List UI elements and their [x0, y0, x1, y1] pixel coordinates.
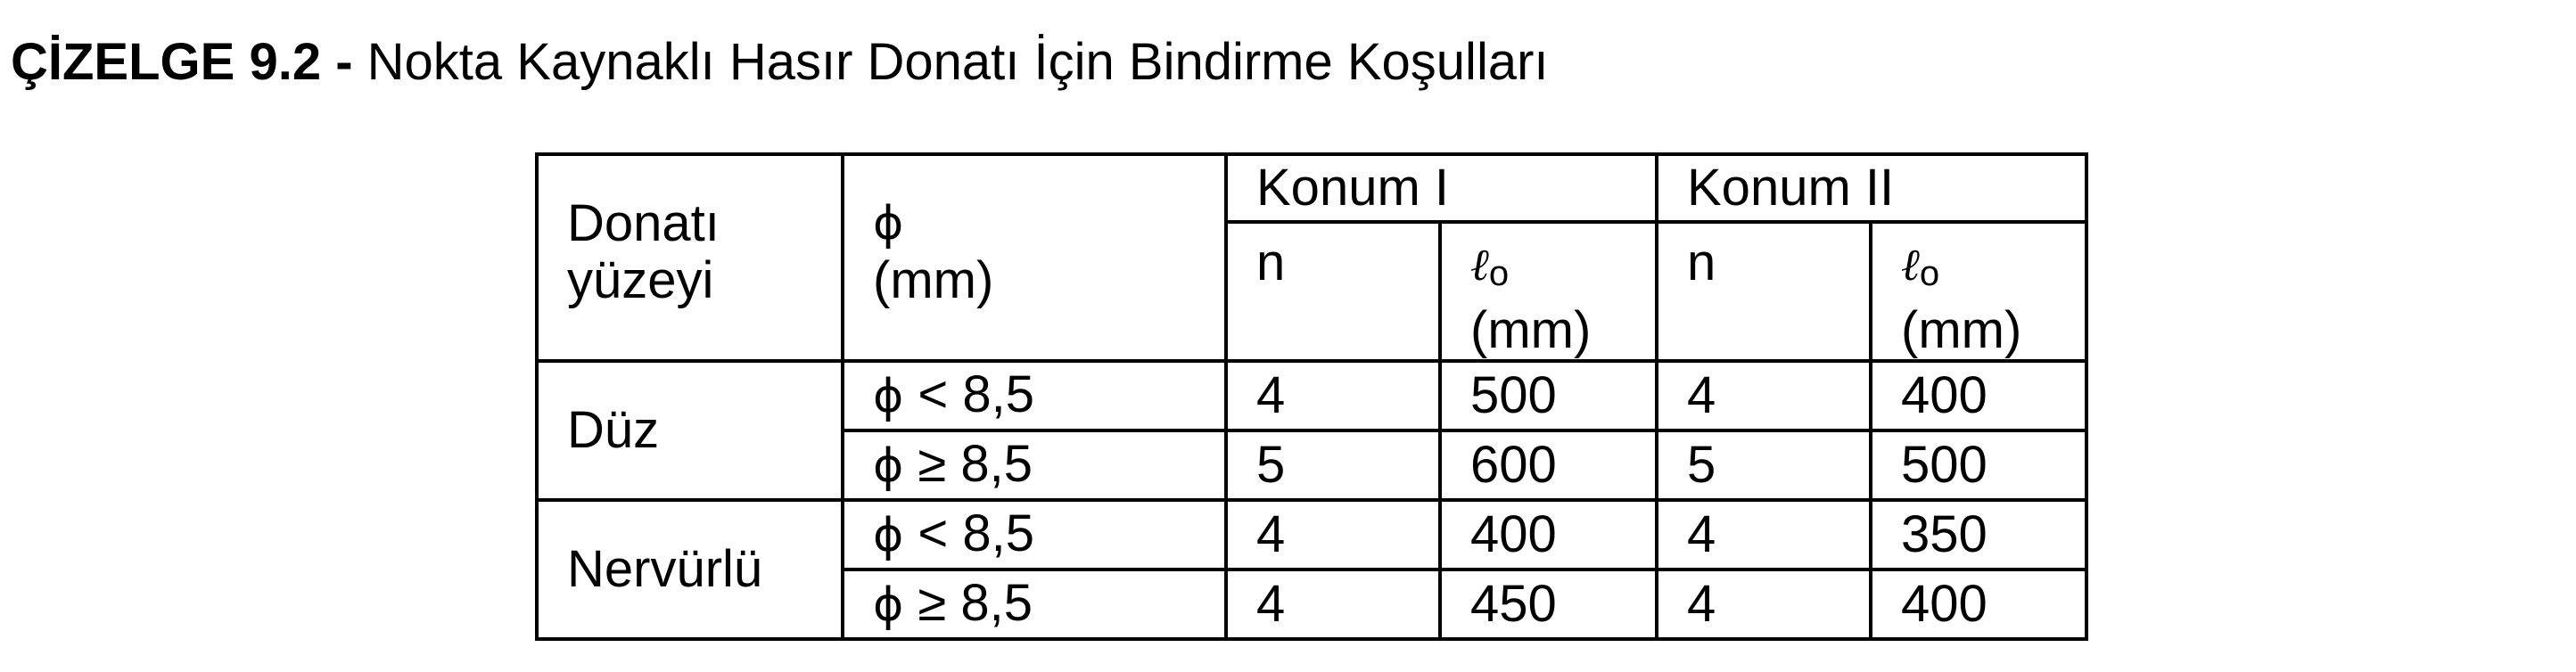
header-konum-2-lo-unit: (mm) [1901, 301, 2022, 359]
row-konum-2-lo: 400 [1871, 361, 2086, 430]
row-konum-2-lo: 350 [1871, 500, 2086, 570]
row-konum-2-n: 4 [1657, 570, 1871, 639]
row-konum-1-n: 4 [1226, 500, 1440, 570]
lap-splice-table [535, 152, 2088, 641]
row-konum-1-n: 5 [1226, 430, 1440, 500]
header-surface [537, 154, 843, 361]
caption-label: ÇİZELGE 9.2 - [11, 33, 353, 91]
row-condition: ϕ ≥ 8,5 [843, 570, 1226, 639]
header-konum-1-lo-symbol: ℓo [1470, 239, 1510, 293]
header-konum-1-lo [1440, 222, 1657, 361]
row-konum-2-lo: 500 [1871, 430, 2086, 500]
row-konum-1-lo: 450 [1440, 570, 1657, 639]
row-konum-2-n: 5 [1657, 430, 1871, 500]
row-konum-1-lo: 400 [1440, 500, 1657, 570]
row-konum-2-n: 4 [1657, 361, 1871, 430]
caption-title: Nokta Kaynaklı Hasır Donatı İçin Bindirme Koşulları [352, 33, 1549, 91]
header-konum-2: Konum II [1657, 154, 2086, 222]
row-konum-1-lo: 600 [1440, 430, 1657, 500]
row-condition: ϕ < 8,5 [843, 361, 1226, 430]
row-surface-duz: Düz [537, 361, 843, 500]
header-konum-1: Konum I [1226, 154, 1657, 222]
table-caption [11, 27, 1549, 98]
row-condition: ϕ < 8,5 [843, 500, 1226, 570]
row-condition: ϕ ≥ 8,5 [843, 430, 1226, 500]
header-konum-2-lo [1871, 222, 2086, 361]
header-konum-1-lo-unit: (mm) [1470, 301, 1592, 359]
row-surface-nervurlu: Nervürlü [537, 500, 843, 639]
row-konum-1-n: 4 [1226, 570, 1440, 639]
header-konum-2-n: n [1657, 222, 1871, 361]
header-surface-line2: yüzeyi [567, 251, 714, 309]
header-surface-line1: Donatı [567, 194, 720, 252]
header-konum-2-lo-symbol: ℓo [1901, 239, 1940, 293]
row-konum-2-lo: 400 [1871, 570, 2086, 639]
header-konum-1-n: n [1226, 222, 1440, 361]
header-row-groups [537, 154, 2086, 222]
header-diameter-unit: (mm) [873, 251, 994, 309]
row-konum-1-n: 4 [1226, 361, 1440, 430]
row-konum-1-lo: 500 [1440, 361, 1657, 430]
table-row [537, 500, 2086, 570]
header-diameter [843, 154, 1226, 361]
row-konum-2-n: 4 [1657, 500, 1871, 570]
header-diameter-symbol: ϕ [873, 197, 904, 250]
table-row [537, 361, 2086, 430]
